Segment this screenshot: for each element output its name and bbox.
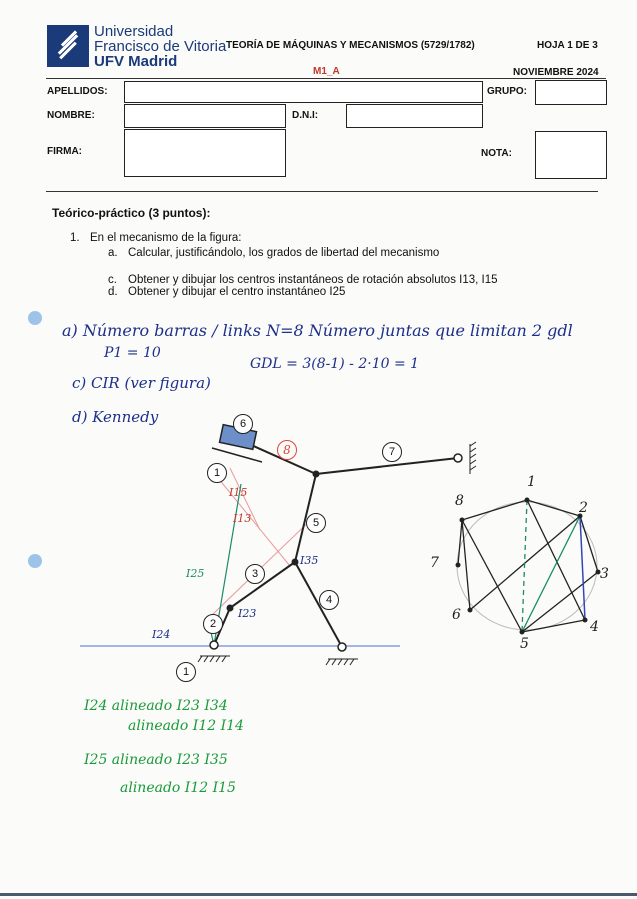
joint [227, 605, 234, 612]
kennedy-node-1: 1 [527, 474, 536, 490]
ground-pivot [454, 454, 462, 462]
link-label-4: 4 [319, 590, 339, 610]
note-i24-2: alineado I12 I14 [128, 718, 244, 734]
note-i24: I24 alineado I23 I34 [84, 698, 228, 714]
link-label-1: 1 [207, 463, 227, 483]
link-label-5: 5 [306, 513, 326, 533]
ic-label-i13: I13 [233, 512, 252, 525]
answer-d: d) Kennedy [72, 408, 159, 426]
ic-label-i35: I35 [300, 554, 319, 567]
answer-gdl: GDL = 3(8-1) - 2·10 = 1 [250, 356, 420, 372]
kennedy-diagram [456, 498, 601, 635]
ground-pivot [338, 643, 346, 651]
nombre-label: NOMBRE: [47, 110, 95, 121]
link-label-2: 2 [203, 614, 223, 634]
exam-code: M1_A [313, 66, 340, 77]
handwritten-circled-8: 8 [277, 440, 297, 460]
apellidos-label: APELLIDOS: [47, 86, 108, 97]
kennedy-node-6: 6 [452, 607, 461, 623]
kennedy-node-8: 8 [455, 493, 464, 509]
kennedy-node-4: 4 [590, 619, 599, 635]
link-label-3: 3 [245, 564, 265, 584]
link-label-6: 6 [233, 414, 253, 434]
slider-guide [212, 448, 262, 462]
item-c-label: c. [108, 274, 117, 286]
question-intro: En el mecanismo de la figura: [90, 232, 242, 244]
link-label-1-ground: 1 [176, 662, 196, 682]
university-name: Universidad Francisco de Vitoria UFV Madrid [94, 23, 227, 70]
grupo-label: GRUPO: [487, 86, 527, 97]
item-d-label: d. [108, 286, 118, 298]
answer-c: c) CIR (ver figura) [72, 374, 211, 392]
section-title: Teórico-práctico (3 puntos): [52, 206, 211, 220]
ic-label-i15: I15 [229, 486, 248, 499]
joint [292, 559, 299, 566]
question-number: 1. [70, 232, 80, 244]
note-i25: I25 alineado I23 I35 [84, 752, 228, 768]
firma-label: FIRMA: [47, 146, 82, 157]
kennedy-node-5: 5 [520, 636, 529, 652]
item-a-label: a. [108, 247, 118, 259]
course-title: TEORÍA DE MÁQUINAS Y MECANISMOS (5729/1782) [226, 40, 475, 51]
kennedy-node-3: 3 [600, 566, 609, 582]
bottom-edge [0, 893, 637, 896]
dni-label: D.N.I: [292, 110, 319, 121]
kennedy-node-7: 7 [430, 555, 439, 571]
kennedy-node-2: 2 [579, 500, 588, 516]
link-label-7: 7 [382, 442, 402, 462]
ground-hatch [198, 442, 476, 665]
item-a-text: Calcular, justificándolo, los grados de libertad del mecanismo [128, 247, 440, 259]
sheet-number: HOJA 1 DE 3 [537, 40, 598, 51]
ground-pivot [210, 641, 218, 649]
note-i25-2: alineado I12 I15 [120, 780, 236, 796]
exam-date: NOVIEMBRE 2024 [513, 67, 599, 78]
answer-a: a) Número barras / links N=8 Número juntas que limitan 2 gdl [62, 321, 573, 340]
item-d-text: Obtener y dibujar el centro instantáneo I25 [128, 286, 346, 298]
ic-label-i23: I23 [238, 607, 257, 620]
ic-label-i24: I24 [152, 628, 171, 641]
nota-label: NOTA: [481, 148, 512, 159]
ic-label-i25: I25 [186, 567, 205, 580]
item-c-text: Obtener y dibujar los centros instantáneos de rotación absolutos I13, I15 [128, 274, 498, 286]
joint [313, 471, 320, 478]
answer-p1: P1 = 10 [104, 345, 161, 361]
